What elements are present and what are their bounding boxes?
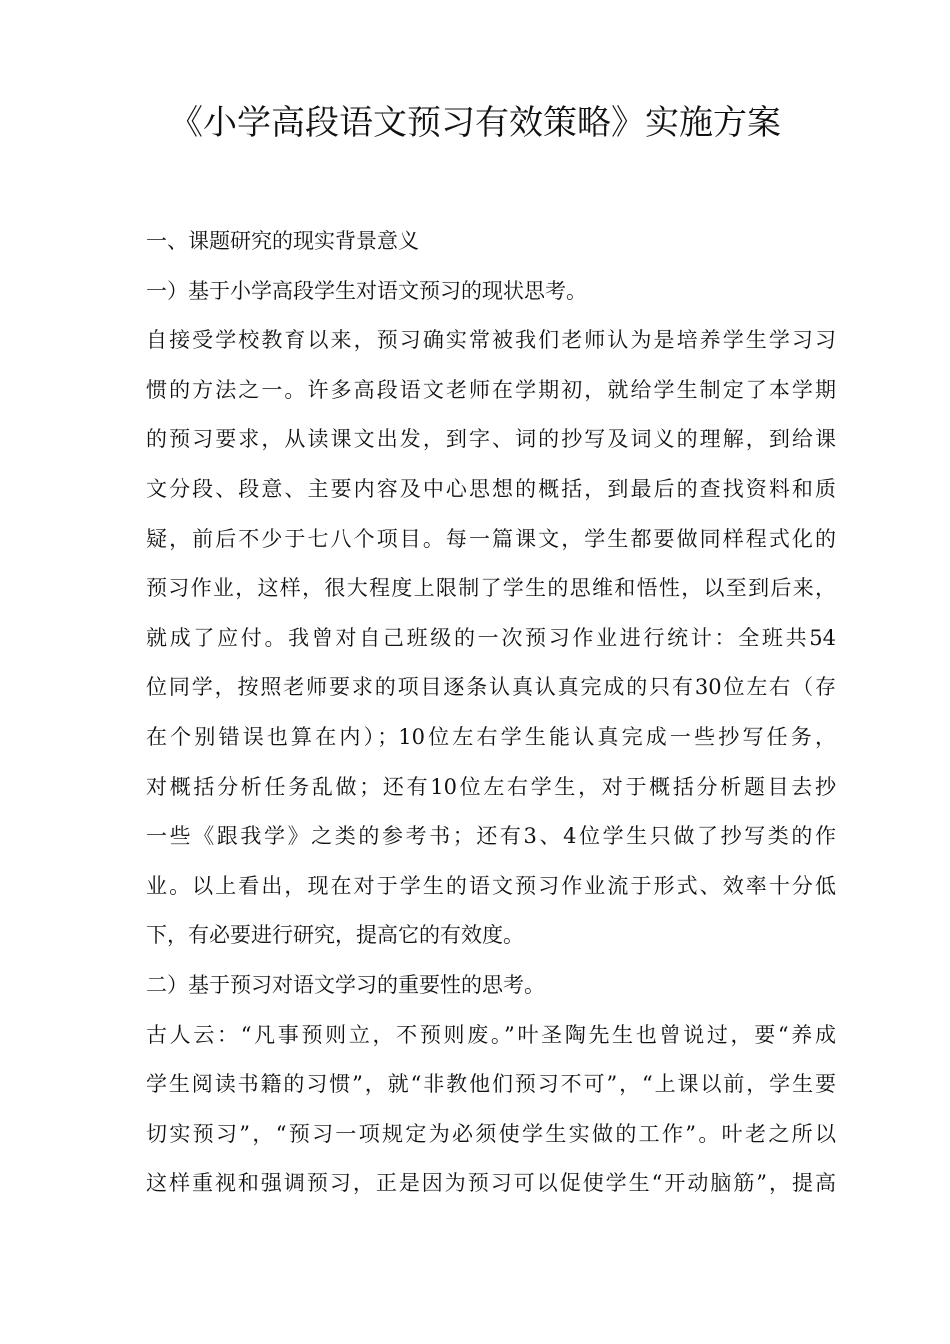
paragraph-1 (146, 316, 836, 961)
paragraph-line: 在个别错误也算在内）；10位左右学生能认真完成一些抄写任务， (146, 724, 836, 749)
paragraph-2 (146, 1011, 836, 1209)
paragraph-line: 文分段、段意、主要内容及中心思想的概括，到最后的查找资料和质 (146, 476, 836, 501)
paragraph-line: 这样重视和强调预习，正是因为预习可以促使学生“开动脑筋”，提高 (146, 1171, 836, 1196)
paragraph-line: 的预习要求，从读课文出发，到字、词的抄写及词义的理解，到给课 (146, 427, 836, 452)
subsection-heading: 一）基于小学高段学生对语文预习的现状思考。 (146, 278, 587, 303)
paragraph-line: 学生阅读书籍的习惯”，就“非教他们预习不可”，“上课以前，学生要 (146, 1072, 836, 1097)
paragraph-line: 就成了应付。我曾对自己班级的一次预习作业进行统计：全班共54 (146, 625, 836, 650)
paragraph-line: 切实预习”，“预习一项规定为必须使学生实做的工作”。叶老之所以 (146, 1121, 836, 1146)
paragraph-line: 古人云：“凡事预则立，不预则废。”叶圣陶先生也曾说过，要“养成 (146, 1022, 836, 1047)
paragraph-line: 预习作业，这样，很大程度上限制了学生的思维和悟性，以至到后来， (146, 576, 836, 601)
document-title: 《小学高段语文预习有效策略》实施方案 (169, 103, 781, 143)
paragraph-line: 位同学，按照老师要求的项目逐条认真认真完成的只有30位左右（存 (146, 675, 836, 700)
paragraph-line: 惯的方法之一。许多高段语文老师在学期初，就给学生制定了本学期 (146, 377, 836, 402)
subsection-heading: 二）基于预习对语文学习的重要性的思考。 (146, 972, 545, 997)
paragraph-line: 下，有必要进行研究，提高它的有效度。 (146, 923, 524, 948)
paragraph-line: 疑，前后不少于七八个项目。每一篇课文，学生都要做同样程式化的 (146, 526, 836, 551)
paragraph-line: 一些《跟我学》之类的参考书；还有3、4位学生只做了抄写类的作 (146, 824, 836, 849)
section-heading: 一、课题研究的现实背景意义 (146, 229, 419, 253)
paragraph-line: 自接受学校教育以来，预习确实常被我们老师认为是培养学生学习习 (146, 328, 836, 353)
paragraph-line: 业。以上看出，现在对于学生的语文预习作业流于形式、效率十分低 (146, 873, 836, 898)
document-body (146, 217, 836, 1209)
paragraph-line: 对概括分析任务乱做；还有10位左右学生，对于概括分析题目去抄 (146, 774, 836, 799)
